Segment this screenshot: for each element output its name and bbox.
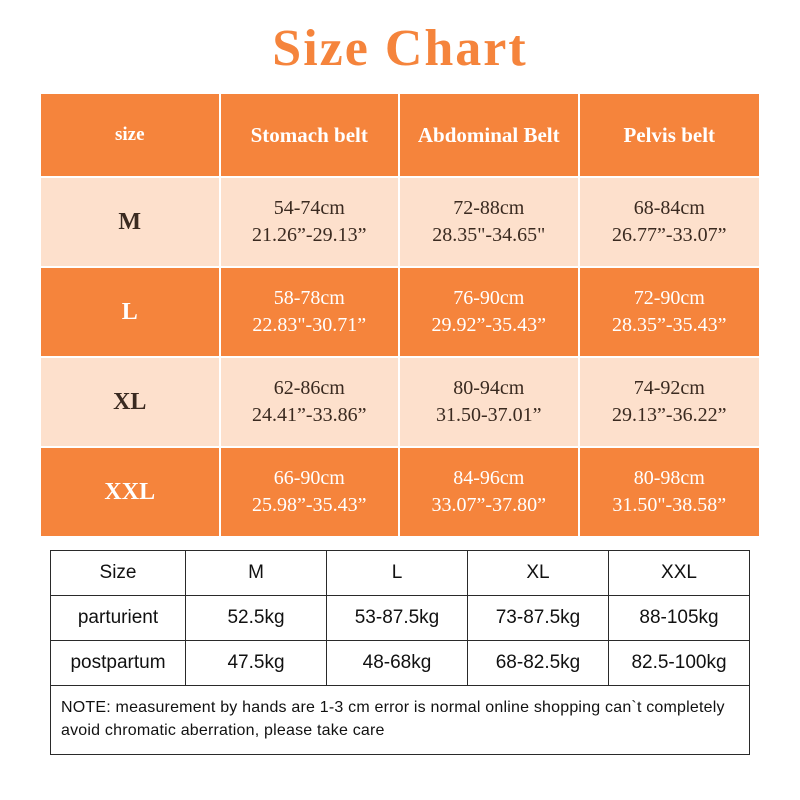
table-row [41, 266, 759, 356]
row-size-label: L [41, 266, 221, 356]
cell-parturient-xl: 73-87.5kg [468, 596, 609, 641]
table-row [41, 356, 759, 446]
weight-header-m: M [186, 551, 327, 596]
value-inch: 22.83"-30.71” [252, 314, 367, 337]
value-inch: 26.77”-33.07” [612, 224, 727, 247]
cell-stomach-belt [221, 356, 401, 446]
cell-pelvis-belt [580, 446, 760, 536]
row-size-label: M [41, 176, 221, 266]
value-cm: 58-78cm [273, 286, 345, 309]
value-cm: 68-84cm [633, 196, 705, 219]
weight-header-xl: XL [468, 551, 609, 596]
cell-parturient-xxl: 88-105kg [609, 596, 750, 641]
weight-table [50, 550, 750, 755]
cell-pelvis-belt [580, 176, 760, 266]
header-pelvis-belt: Pelvis belt [580, 94, 760, 176]
cell-abdominal-belt [400, 356, 580, 446]
value-inch: 31.50"-38.58” [612, 494, 727, 517]
cell-postpartum-l: 48-68kg [327, 641, 468, 686]
page-title: Size Chart [272, 20, 528, 77]
row-label-postpartum: postpartum [51, 641, 186, 686]
table-row [41, 176, 759, 266]
cell-stomach-belt [221, 176, 401, 266]
value-cm: 80-98cm [633, 466, 705, 489]
value-inch: 24.41”-33.86” [252, 404, 367, 427]
cell-abdominal-belt [400, 446, 580, 536]
value-inch: 29.92”-35.43” [431, 314, 546, 337]
cell-parturient-l: 53-87.5kg [327, 596, 468, 641]
cell-postpartum-xxl: 82.5-100kg [609, 641, 750, 686]
value-cm: 72-88cm [453, 196, 525, 219]
value-inch: 21.26”-29.13” [252, 224, 367, 247]
weight-header-xxl: XXL [609, 551, 750, 596]
cell-abdominal-belt [400, 176, 580, 266]
header-stomach-belt: Stomach belt [221, 94, 401, 176]
weight-header-row [51, 551, 750, 596]
value-cm: 76-90cm [453, 286, 525, 309]
weight-table-wrapper [50, 550, 750, 755]
header-size: size [41, 94, 221, 176]
value-inch: 28.35”-35.43” [612, 314, 727, 337]
value-inch: 33.07”-37.80” [431, 494, 546, 517]
table-row [41, 446, 759, 536]
value-cm: 66-90cm [273, 466, 345, 489]
value-cm: 54-74cm [273, 196, 345, 219]
value-cm: 62-86cm [273, 376, 345, 399]
cell-parturient-m: 52.5kg [186, 596, 327, 641]
value-inch: 31.50-37.01” [435, 404, 542, 427]
note-text: NOTE: measurement by hands are 1-3 cm error is normal online shopping can`t completely avoid chromatic aberration, please take care [51, 686, 750, 755]
value-cm: 74-92cm [633, 376, 705, 399]
weight-header-l: L [327, 551, 468, 596]
cell-stomach-belt [221, 266, 401, 356]
table-row [51, 641, 750, 686]
cell-postpartum-m: 47.5kg [186, 641, 327, 686]
value-cm: 84-96cm [453, 466, 525, 489]
value-inch: 28.35"-34.65" [432, 224, 546, 247]
cell-pelvis-belt [580, 266, 760, 356]
cell-abdominal-belt [400, 266, 580, 356]
cell-stomach-belt [221, 446, 401, 536]
header-abdominal-belt: Abdominal Belt [400, 94, 580, 176]
weight-header-size: Size [51, 551, 186, 596]
table-row [51, 596, 750, 641]
value-inch: 29.13”-36.22” [612, 404, 727, 427]
measurement-table [41, 94, 759, 536]
value-cm: 72-90cm [633, 286, 705, 309]
table-header-row [41, 94, 759, 176]
row-size-label: XXL [41, 446, 221, 536]
value-inch: 25.98”-35.43” [252, 494, 367, 517]
row-label-parturient: parturient [51, 596, 186, 641]
note-row [51, 686, 750, 755]
row-size-label: XL [41, 356, 221, 446]
cell-pelvis-belt [580, 356, 760, 446]
value-cm: 80-94cm [453, 376, 525, 399]
cell-postpartum-xl: 68-82.5kg [468, 641, 609, 686]
